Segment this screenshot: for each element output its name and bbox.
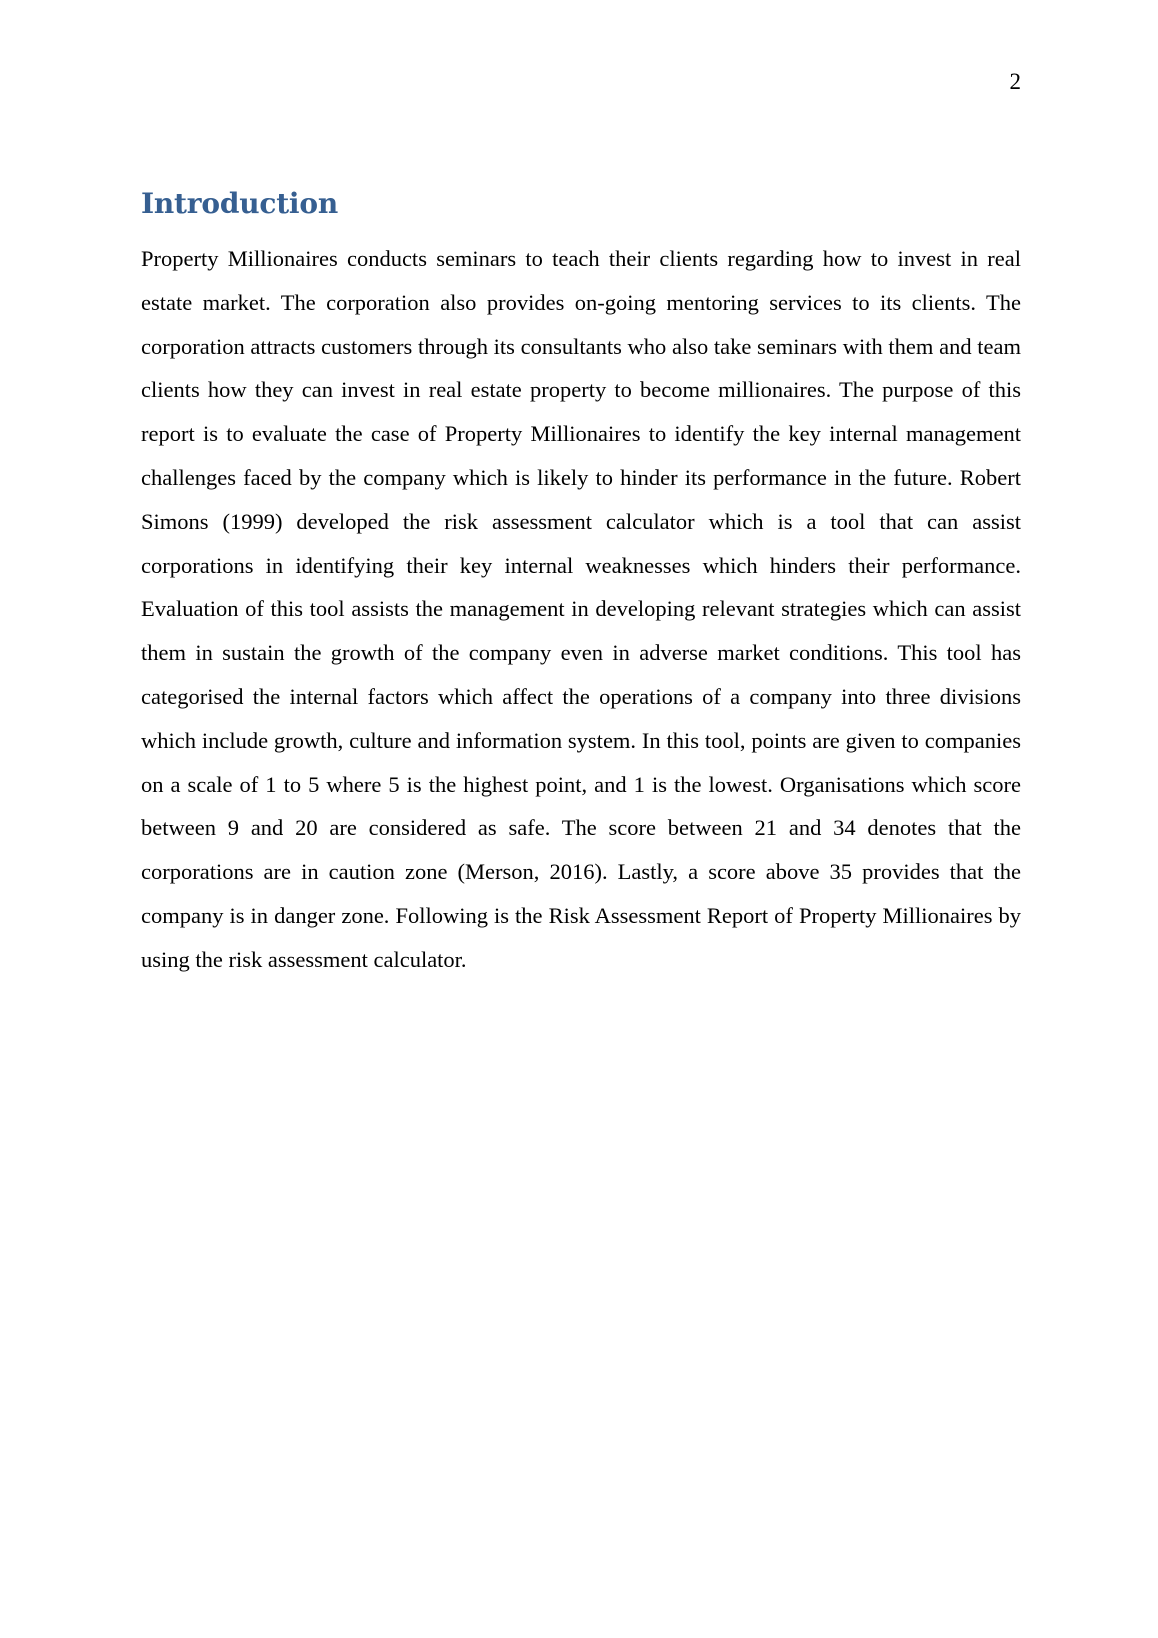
section-heading-introduction: Introduction [141,187,339,220]
page-number: 2 [1009,69,1021,94]
introduction-paragraph: Property Millionaires conducts seminars to teach their clients regarding how to invest in real estate market. The corporation also provides on-going mentoring services to its clients. The corporation attracts customers through its consultants who also take seminars with them and team clients how they can invest in real estate property to become millionaires. The purpose of this report is to evaluate the case of Property Millionaires to identify the key internal management challenges faced by the company which is likely to hinder its performance in the future. Robert Simons (1999) developed the risk assessment calculator which is a tool that can assist corporations in identifying their key internal weaknesses which hinders their performance. Evaluation of this tool assists the management in developing relevant strategies which can assist them in sustain the growth of the company even in adverse market conditions. This tool has categorised the internal factors which affect the operations of a company into three divisions which include growth, culture and information system. In this tool, points are given to companies on a scale of 1 to 5 where 5 is the highest point, and 1 is the lowest. Organisations which score between 9 and 20 are considered as safe. The score between 21 and 34 denotes that the corporations are in caution zone (Merson, 2016). Lastly, a score above 35 provides that the company is in danger zone. Following is the Risk Assessment Report of Property Millionaires by using the risk assessment calculator. [141,246,1021,972]
